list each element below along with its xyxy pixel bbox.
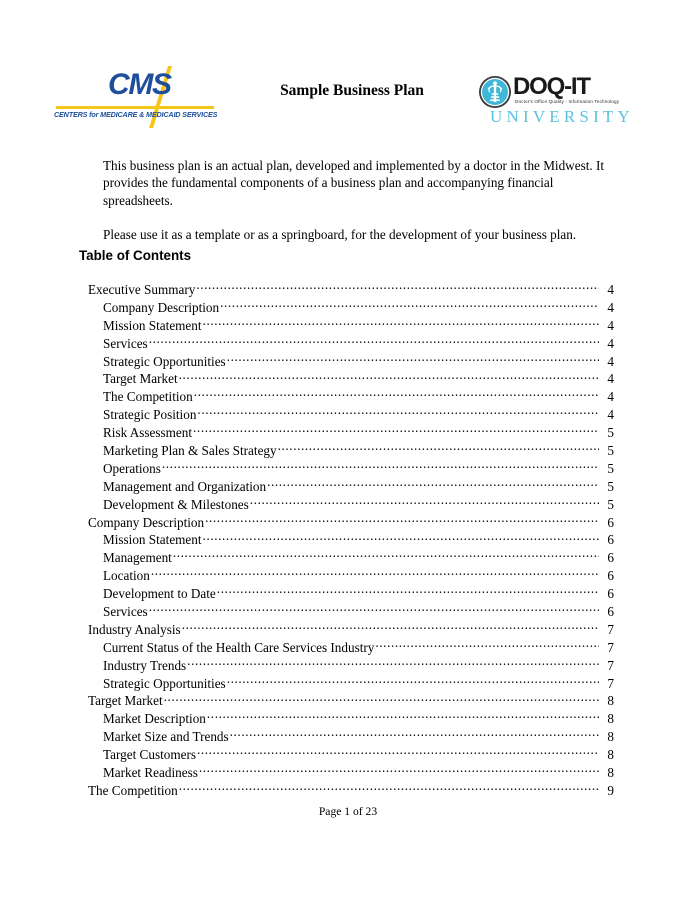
intro-block: [103, 157, 615, 244]
toc-entry[interactable]: [88, 567, 614, 585]
toc-leader-dots: [227, 675, 599, 688]
toc-entry-page-number: 5: [607, 425, 614, 441]
toc-entry-page-number: 4: [607, 282, 614, 297]
toc-entry-label: Executive Summary: [88, 282, 196, 297]
toc-entry[interactable]: [88, 764, 614, 782]
toc-entry-label: Strategic Opportunities: [103, 675, 226, 691]
page-footer: Page 1 of 23: [318, 805, 378, 818]
toc-entry-label: The Competition: [88, 782, 178, 798]
toc-leader-dots: [196, 281, 599, 294]
cms-logo: [48, 68, 220, 130]
toc-entry[interactable]: [88, 531, 614, 549]
toc-entry-label: Market Description: [103, 711, 206, 727]
toc-entry[interactable]: [88, 549, 614, 567]
toc-entry[interactable]: [88, 424, 614, 442]
toc-entry-label: The Competition: [103, 389, 193, 405]
toc-entry-page-number: 7: [607, 675, 614, 691]
toc-entry-label: Target Market: [88, 693, 163, 709]
toc-leader-dots: [173, 549, 599, 562]
toc-leader-dots: [199, 764, 599, 777]
toc-leader-dots: [267, 478, 599, 491]
toc-entry-page-number: 6: [607, 604, 614, 620]
toc-entry[interactable]: [88, 478, 614, 496]
cms-tagline: CENTERS for MEDICARE & MEDICAID SERVICES: [54, 110, 218, 119]
toc-entry-page-number: 4: [607, 371, 614, 387]
toc-leader-dots: [182, 621, 599, 634]
toc-entry-label: Services: [103, 604, 148, 620]
toc-leader-dots: [250, 496, 599, 509]
toc-entry[interactable]: [88, 370, 614, 388]
toc-leader-dots: [375, 639, 599, 652]
toc-leader-dots: [149, 603, 599, 616]
toc-leader-dots: [203, 531, 599, 544]
toc-entry[interactable]: [88, 442, 614, 460]
toc-entry[interactable]: [88, 657, 614, 675]
toc-leader-dots: [151, 567, 599, 580]
toc-leader-dots: [179, 782, 599, 795]
toc-entry-page-number: 6: [607, 568, 614, 584]
toc-entry-label: Services: [103, 335, 148, 351]
toc-entry-label: Company Description: [88, 514, 205, 530]
toc-entry[interactable]: [88, 406, 614, 424]
toc-leader-dots: [193, 424, 599, 437]
cms-wordmark: CMS: [108, 68, 171, 101]
toc-entry[interactable]: [88, 675, 614, 693]
toc-entry-label: Strategic Opportunities: [103, 353, 226, 369]
toc-entry[interactable]: [88, 710, 614, 728]
toc-entry[interactable]: [88, 335, 614, 353]
toc-entry-label: Risk Assessment: [103, 425, 193, 441]
doqit-tagline: Doctor's Office Quality - Information Technology: [515, 99, 620, 104]
page-title: Sample Business Plan: [280, 82, 424, 99]
doqit-logo: [476, 73, 634, 130]
toc-entry-page-number: 5: [607, 460, 614, 476]
toc-leader-dots: [230, 728, 599, 741]
toc-entry-page-number: 5: [607, 478, 614, 494]
caduceus-badge-icon: [478, 75, 512, 109]
toc-leader-dots: [197, 406, 599, 419]
doqit-wordmark: DOQ-IT: [513, 73, 590, 100]
toc-entry-page-number: 4: [607, 299, 614, 315]
cms-swoosh-horizontal-icon: [56, 106, 214, 109]
toc-entry-label: Current Status of the Health Care Services Industry: [103, 639, 375, 655]
toc-entry-label: Management and Organization: [103, 478, 267, 494]
intro-paragraph-1: This business plan is an actual plan, developed and implemented by a doctor in the Midwest. It provides the fundamental components of a business plan and accompanying financial spreadsheets.: [103, 158, 605, 208]
toc-entry-page-number: 4: [607, 389, 614, 405]
toc-entry-label: Development & Milestones: [103, 496, 249, 512]
toc-entry[interactable]: [88, 460, 614, 478]
toc-entry[interactable]: [88, 782, 614, 800]
toc-leader-dots: [217, 585, 599, 598]
toc-entry-page-number: 6: [607, 514, 614, 530]
toc-entry-page-number: 8: [607, 747, 614, 763]
toc-entry-page-number: 4: [607, 407, 614, 423]
toc-leader-dots: [149, 335, 599, 348]
toc-entry-page-number: 4: [607, 335, 614, 351]
toc-entry[interactable]: [88, 639, 614, 657]
toc-entry[interactable]: [88, 603, 614, 621]
toc-heading: Table of Contents: [79, 248, 192, 263]
toc-entry-page-number: 8: [607, 711, 614, 727]
toc-entry-label: Operations: [103, 460, 161, 476]
intro-paragraph-2: Please use it as a template or as a springboard, for the development of your business plan.: [103, 227, 577, 243]
toc-entry-label: Marketing Plan & Sales Strategy: [103, 443, 277, 459]
toc-leader-dots: [227, 353, 599, 366]
toc-leader-dots: [179, 370, 599, 383]
toc-entry[interactable]: [88, 621, 614, 639]
toc-entry-page-number: 6: [607, 550, 614, 566]
toc-leader-dots: [194, 388, 599, 401]
toc-entry-label: Target Market: [103, 371, 178, 387]
toc-leader-dots: [197, 746, 599, 759]
toc-entry-label: Mission Statement: [103, 532, 202, 548]
toc-entry-label: Industry Analysis: [88, 621, 181, 637]
toc-entry-page-number: 7: [607, 621, 614, 637]
toc-leader-dots: [162, 460, 599, 473]
toc-entry[interactable]: [88, 317, 614, 335]
toc-entry-page-number: 7: [607, 657, 614, 673]
toc-entry-label: Market Size and Trends: [103, 729, 229, 745]
toc-entry-page-number: 7: [607, 639, 614, 655]
toc-entry[interactable]: [88, 353, 614, 371]
toc-leader-dots: [164, 692, 599, 705]
toc-entry[interactable]: [88, 514, 614, 532]
toc-entry[interactable]: [88, 728, 614, 746]
toc-entry[interactable]: [88, 281, 614, 299]
toc-entry[interactable]: [88, 299, 614, 317]
toc-entry-label: Industry Trends: [103, 657, 187, 673]
toc-leader-dots: [220, 299, 599, 312]
toc-entry-page-number: 6: [607, 586, 614, 602]
toc-entry-label: Management: [103, 550, 172, 566]
toc-entry-label: Strategic Position: [103, 407, 197, 423]
toc-entry-label: Location: [103, 568, 150, 584]
toc-entry-page-number: 6: [607, 532, 614, 548]
toc-entry-label: Target Customers: [103, 747, 196, 763]
toc-entry-label: Development to Date: [103, 586, 216, 602]
toc-leader-dots: [205, 514, 599, 527]
toc-entry[interactable]: [88, 585, 614, 603]
document-header: [0, 60, 696, 140]
toc-entry[interactable]: [88, 496, 614, 514]
toc-entry-page-number: 4: [607, 353, 614, 369]
toc-entry-page-number: 8: [607, 693, 614, 709]
toc-entry-page-number: 8: [607, 729, 614, 745]
toc-entry-label: Company Description: [103, 299, 220, 315]
toc-entry-page-number: 4: [607, 317, 614, 333]
toc-entry-page-number: 8: [607, 765, 614, 781]
toc-leader-dots: [278, 442, 599, 455]
toc-entry[interactable]: [88, 388, 614, 406]
toc-entry-page-number: 9: [607, 782, 614, 798]
toc-entry[interactable]: [88, 746, 614, 764]
toc-entry-page-number: 5: [607, 496, 614, 512]
toc-entry-label: Market Readiness: [103, 765, 198, 781]
table-of-contents: [88, 281, 614, 800]
toc-leader-dots: [203, 317, 599, 330]
toc-leader-dots: [207, 710, 599, 723]
doqit-university-label: UNIVERSITY: [490, 107, 634, 126]
toc-entry-page-number: 5: [607, 443, 614, 459]
toc-leader-dots: [187, 657, 599, 670]
toc-entry-label: Mission Statement: [103, 317, 202, 333]
toc-entry[interactable]: [88, 692, 614, 710]
